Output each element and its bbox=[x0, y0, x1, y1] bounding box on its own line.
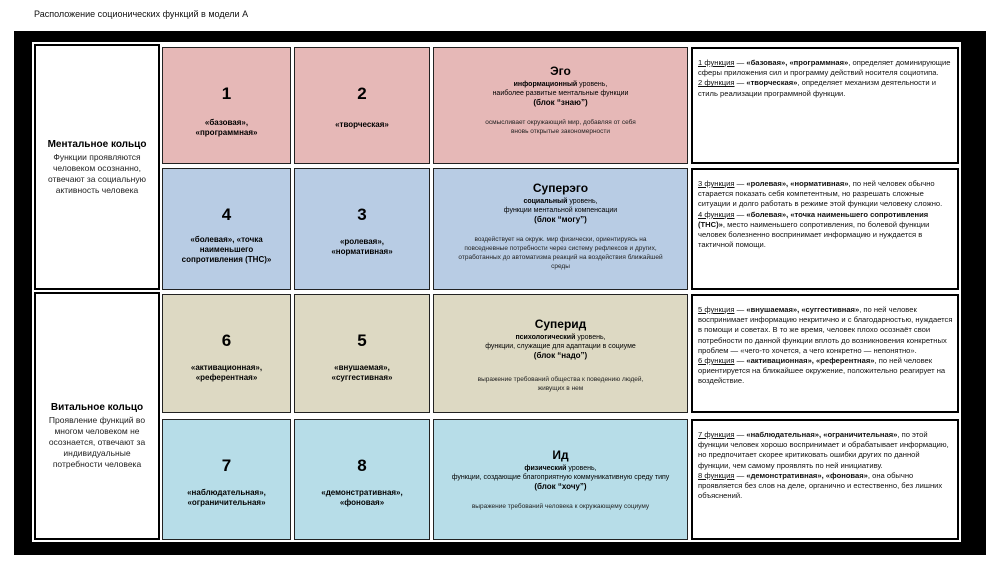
function-number: 8 bbox=[357, 456, 367, 475]
function-cell-1 bbox=[162, 47, 291, 164]
function-description: 7 функция — «наблюдательная», «ограничительная», по этой функции человек хорошо воспринимает и обрабатывает информацию, но предпочитает скорее критиковать ошибки других по данной функции, чем самому проявлять по ней инициативу. bbox=[698, 430, 949, 470]
function-description: 1 функция — «базовая», «программная», определяет доминирующие сферы приложения сил и программу действий носителя социотипа. bbox=[698, 58, 951, 78]
function-description: 8 функция — «демонстративная», «фоновая», она обычно проявляется без слов на деле, органично и естественно, без лишних объяснений. bbox=[698, 470, 943, 501]
block-subtitle: функции, служащие для адаптации в социуме bbox=[485, 343, 636, 350]
block-title: Эго bbox=[550, 64, 571, 78]
function-cell-4 bbox=[162, 168, 291, 290]
function-number: 4 bbox=[221, 205, 232, 224]
block-name: (блок “хочу”) bbox=[534, 482, 587, 491]
function-cell-3 bbox=[294, 168, 430, 290]
function-description: 3 функция — «ролевая», «нормативная», по ней человек обычно старается показать себя компетентным, но разрешать сложные ситуации и долго работать в режиме этой функции человеку сложно. bbox=[698, 179, 943, 209]
document-title: Расположение соционических функций в модели А bbox=[34, 9, 249, 19]
model-table-frame bbox=[14, 31, 986, 555]
functions-1-2-description bbox=[691, 47, 959, 164]
ring-description: Проявление функций во многом человеком не осознается, отвечают за индивидуальные потребности человека bbox=[48, 415, 146, 469]
function-number: 6 bbox=[221, 331, 232, 350]
block-level: социальный уровень, bbox=[523, 198, 598, 205]
block-name: (блок “знаю”) bbox=[533, 98, 588, 107]
function-label: «демонстративная», «фоновая» bbox=[321, 488, 403, 507]
block-level: физический уровень, bbox=[524, 465, 597, 472]
block-subtitle: наиболее развитые ментальные функции bbox=[492, 90, 629, 97]
function-number: 5 bbox=[357, 331, 367, 350]
block-title: Суперэго bbox=[532, 181, 589, 195]
block-title: Ид bbox=[552, 448, 569, 462]
mental-ring-cell bbox=[34, 44, 160, 290]
ring-title: Ментальное кольцо bbox=[47, 138, 147, 150]
function-label: «внушаемая», «суггестивная» bbox=[331, 363, 393, 382]
block-subtitle: функции, создающие благоприятную коммуникативную среду типу bbox=[451, 474, 670, 481]
model-table bbox=[32, 42, 961, 542]
function-description: 6 функция — «активационная», «референтная», по ней человек ориентируется на ближайшее окружение, положительно реагирует на воздействие. bbox=[698, 356, 946, 386]
block-description: выражение требований общества к поведению людей, живущих в нем bbox=[477, 376, 644, 392]
ring-description: Функции проявляются человеком осознанно, отвечают за социальную активность человека bbox=[47, 151, 146, 195]
block-description: воздействует на окруж. мир физически, ориентируясь на повседневные потребности через систему рефлексов и других, отработанных до автоматизма реакций на воздействия ближайшей среды bbox=[458, 236, 663, 270]
block-name: (блок “надо”) bbox=[533, 351, 588, 360]
block-level: психологический уровень, bbox=[515, 334, 606, 341]
function-number: 2 bbox=[357, 84, 367, 103]
function-label: «активационная», «референтная» bbox=[190, 363, 263, 382]
block-level: информационный уровень, bbox=[513, 81, 608, 88]
function-description: 5 функция — «внушаемая», «суггестивная», по ней человек воспринимает информацию некритично и с благодарностью, нуждается в помощи и советах. В то же время, человек плохо осознаёт свои потребности по данной функции вплоть до возникновения конкретных проблем — «чего-то хочется, а чего конкретно — непонятно». bbox=[698, 305, 953, 355]
block-description: выражение требований человека к окружающему социуму bbox=[471, 503, 650, 510]
function-label: «наблюдательная», «ограничительная» bbox=[187, 488, 266, 507]
function-number: 7 bbox=[221, 456, 232, 475]
function-cell-7 bbox=[162, 419, 291, 540]
function-description: 2 функция — «творческая», определяет механизм деятельности и стиль реализации программной функции. bbox=[698, 78, 936, 98]
function-number: 3 bbox=[357, 205, 367, 224]
functions-7-8-description bbox=[691, 419, 959, 540]
superid-block bbox=[433, 294, 688, 413]
function-cell-8 bbox=[294, 419, 430, 540]
function-label: «базовая», «программная» bbox=[195, 118, 258, 137]
vital-ring-cell bbox=[34, 292, 160, 540]
block-name: (блок “могу”) bbox=[534, 215, 587, 224]
ego-block bbox=[433, 47, 688, 164]
block-title: Суперид bbox=[534, 317, 587, 331]
function-number: 1 bbox=[221, 84, 232, 103]
id-block bbox=[433, 419, 688, 540]
function-label: «болевая», «точка наименьшего сопротивления (ТНС)» bbox=[181, 235, 272, 264]
functions-5-6-description bbox=[691, 294, 959, 413]
functions-3-4-description bbox=[691, 168, 959, 290]
function-description: 4 функция — «болевая», «точка наименьшего сопротивления (ТНС)», место наименьшего сопротивления, по болевой функции человек болезненно воспринимает информацию и нуждается в тактичной помощи. bbox=[698, 209, 930, 250]
function-label: «творческая» bbox=[335, 120, 389, 129]
function-cell-2 bbox=[294, 47, 430, 164]
block-subtitle: функции ментальной компенсации bbox=[503, 207, 618, 214]
superego-block bbox=[433, 168, 688, 290]
block-description: осмысливает окружающий мир, добавляя от себя вновь открытые закономерности bbox=[485, 119, 636, 135]
function-label: «ролевая», «нормативная» bbox=[331, 237, 393, 256]
function-cell-6 bbox=[162, 294, 291, 413]
function-cell-5 bbox=[294, 294, 430, 413]
ring-title: Витальное кольцо bbox=[50, 402, 144, 413]
